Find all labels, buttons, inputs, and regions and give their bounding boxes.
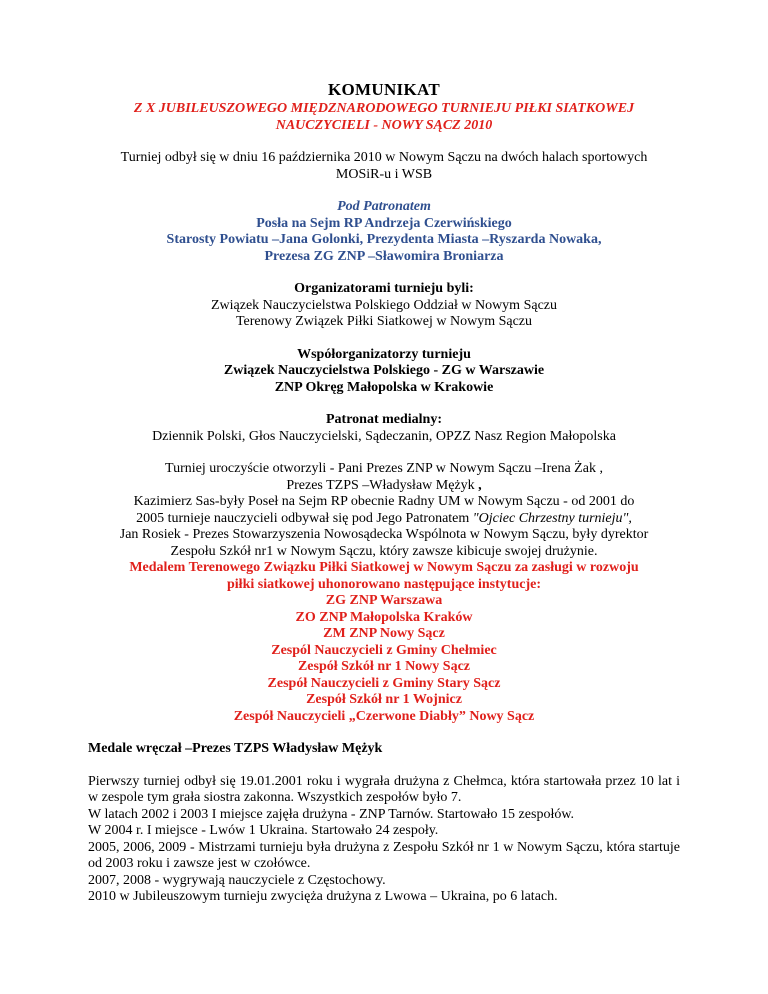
opening-section xyxy=(88,461,680,560)
organizer-item: Terenowy Związek Piłki Siatkowej w Nowym Sączu xyxy=(235,314,533,329)
institution-item: Zespół Nauczycieli „Czerwone Diabły” Nowy Sącz xyxy=(233,708,535,724)
institution-item: ZO ZNP Małopolska Kraków xyxy=(295,609,473,625)
organizers-heading: Organizatorami turnieju byli: xyxy=(294,281,474,296)
coorganizer-item: Związek Nauczycielstwa Polskiego - ZG w Warszawie xyxy=(223,363,545,378)
intro-line-2: MOSiR-u i WSB xyxy=(335,166,433,182)
coorganizers-section xyxy=(88,347,680,397)
medal-line-2: piłki siatkowej uhonorowano następujące instytucje: xyxy=(227,576,541,592)
institution-item: Zespół Szkół nr 1 Nowy Sącz xyxy=(297,659,471,674)
history-paragraph: 2007, 2008 - wygrywają nauczyciele z Częstochowy. xyxy=(88,872,386,888)
history-paragraph: 2010 w Jubileuszowym turnieju zwycięża drużyna z Lwowa – Ukraina, po 6 latach. xyxy=(88,889,558,904)
institution-item: Zespół Szkół nr 1 Wojnicz xyxy=(306,692,462,707)
media-section xyxy=(88,412,680,445)
patronage-section xyxy=(88,199,680,265)
opening-line-6: Zespołu Szkół nr1 w Nowym Sączu, który zawsze kibicuje swojej drużynie. xyxy=(170,543,598,559)
opening-line-2-text: Prezes TZPS –Władysław Mężyk xyxy=(286,477,479,493)
document-title: KOMUNIKAT xyxy=(328,80,440,99)
history-paragraph: Pierwszy turniej odbył się 19.01.2001 roku i wygrała drużyna z Chełmca, która startowała przez 10 lat i w zespole tym grała siostra zakonna. Wszystkich zespołów było 7. xyxy=(88,773,680,805)
medal-section xyxy=(88,560,680,725)
institution-item: Zespól Nauczycieli z Gminy Chełmiec xyxy=(271,642,497,658)
document-header xyxy=(88,80,680,134)
history-paragraph: W latach 2002 i 2003 I miejsce zajęła drużyna - ZNP Tarnów. Startowało 15 zespołów. xyxy=(88,806,575,822)
media-heading: Patronat medialny: xyxy=(325,412,442,427)
coorganizer-item: ZNP Okręg Małopolska w Krakowie xyxy=(274,379,494,395)
opening-line-4-quote: "Ojciec Chrzestny turnieju", xyxy=(472,510,632,526)
institution-item: ZM ZNP Nowy Sącz xyxy=(323,626,445,641)
patronage-heading: Pod Patronatem xyxy=(337,199,431,214)
subtitle-line-2: NAUCZYCIELI - NOWY SĄCZ 2010 xyxy=(275,118,493,133)
history-section xyxy=(88,774,680,906)
institution-item: ZG ZNP Warszawa xyxy=(325,593,443,608)
intro-line-1: Turniej odbył się w dniu 16 października 2010 w Nowym Sączu na dwóch halach sportowych xyxy=(120,150,648,165)
media-line: Dziennik Polski, Głos Nauczycielski, Sądeczanin, OPZZ Nasz Region Małopolska xyxy=(152,428,616,444)
history-paragraph: W 2004 r. I miejsce - Lwów 1 Ukraina. Startowało 24 zespoły. xyxy=(88,823,439,838)
medals-presenter: Medale wręczał –Prezes TZPS Władysław Mężyk xyxy=(88,741,383,756)
opening-line-4 xyxy=(88,511,680,528)
coorganizers-heading: Współorganizatorzy turnieju xyxy=(297,346,471,362)
subtitle-line-1: Z X JUBILEUSZOWEGO MIĘDZNARODOWEGO TURNIEJU PIŁKI SIATKOWEJ xyxy=(133,101,635,116)
medal-line-1: Medalem Terenowego Związku Piłki Siatkowej w Nowym Sączu za zasługi w rozwoju xyxy=(129,560,639,575)
opening-line-3: Kazimierz Sas-były Poseł na Sejm RP obecnie Radny UM w Nowym Sączu - od 2001 do xyxy=(133,494,635,509)
opening-line-1: Turniej uroczyście otworzyli - Pani Prezes ZNP w Nowym Sączu –Irena Żak , xyxy=(165,461,603,476)
institution-item: Zespół Nauczycieli z Gminy Stary Sącz xyxy=(267,675,501,691)
opening-line-5: Jan Rosiek - Prezes Stowarzyszenia Nowosądecka Wspólnota w Nowym Sączu, były dyrektor xyxy=(119,527,649,542)
history-paragraph: 2005, 2006, 2009 - Mistrzami turnieju była drużyna z Zespołu Szkół nr 1 w Nowym Sączu, która startuje od 2003 roku i zawsze jest w czołówce. xyxy=(88,839,680,871)
opening-line-4-text: 2005 turnieje nauczycieli odbywał się pod Jego Patronatem xyxy=(136,510,473,526)
organizers-section xyxy=(88,281,680,331)
medals-presenter-section xyxy=(88,741,680,758)
opening-line-2 xyxy=(88,478,680,495)
patronage-line-3: Prezesa ZG ZNP –Sławomira Broniarza xyxy=(264,248,504,264)
intro-section xyxy=(88,150,680,183)
patronage-line-2: Starosty Powiatu –Jana Golonki, Prezydenta Miasta –Ryszarda Nowaka, xyxy=(166,232,602,247)
organizer-item: Związek Nauczycielstwa Polskiego Oddział w Nowym Sączu xyxy=(210,297,557,313)
patronage-line-1: Posła na Sejm RP Andrzeja Czerwińskiego xyxy=(256,215,512,231)
opening-line-2-comma: , xyxy=(478,477,482,493)
